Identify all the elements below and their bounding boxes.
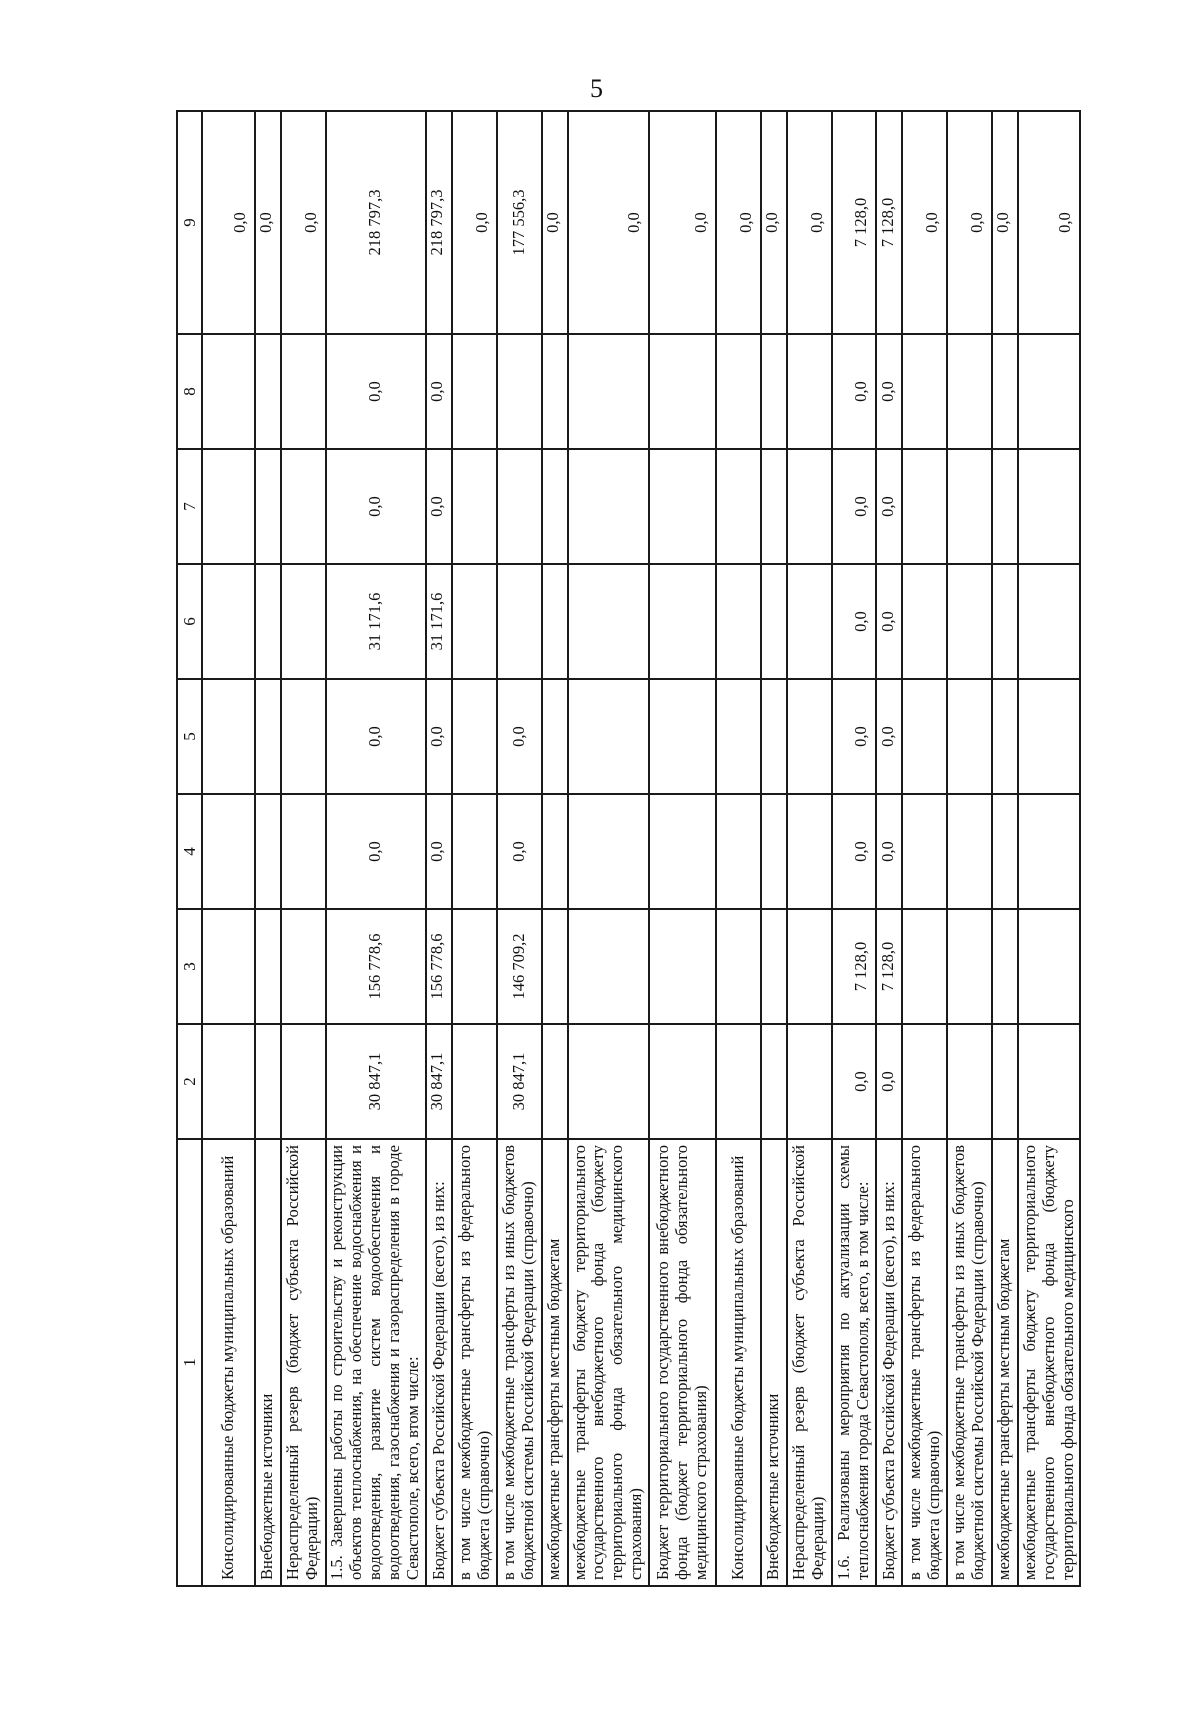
value-cell [947, 334, 992, 449]
value-cell [716, 679, 761, 794]
value-cell [1018, 564, 1080, 679]
row-label: Консолидированные бюджеты муниципальных образований [202, 1139, 255, 1586]
value-cell [568, 564, 649, 679]
value-cell [761, 334, 787, 449]
table-row [649, 111, 716, 1586]
header-row [177, 111, 202, 1586]
value-cell [649, 564, 716, 679]
value-cell [452, 564, 497, 679]
value-cell [542, 334, 568, 449]
table-row [497, 111, 542, 1586]
table-row [761, 111, 787, 1586]
value-cell [902, 794, 947, 909]
table-row [787, 111, 832, 1586]
table-row [1018, 111, 1080, 1586]
value-cell: 0,0 [832, 334, 877, 449]
table-row [568, 111, 649, 1586]
value-cell [452, 449, 497, 564]
row-label: Консолидированные бюджеты муниципальных образований [716, 1139, 761, 1586]
value-cell [497, 449, 542, 564]
value-cell: 0,0 [876, 564, 902, 679]
value-cell [902, 679, 947, 794]
value-cell [542, 909, 568, 1024]
value-cell [761, 909, 787, 1024]
value-cell [542, 449, 568, 564]
row-label: 1.6. Реализованы мероприятия по актуализации схемы теплоснабжения города Севастополя, всего, в том числе: [832, 1139, 877, 1586]
value-cell [255, 909, 281, 1024]
value-cell [716, 449, 761, 564]
row-label: межбюджетные трансферты бюджету территориального государственного внебюджетного фонда (бюджету территориального фонда обязательного медицинского страхования) [568, 1139, 649, 1586]
value-cell: 156 778,6 [426, 909, 452, 1024]
value-cell: 146 709,2 [497, 909, 542, 1024]
value-cell: 0,0 [992, 111, 1018, 334]
value-cell: 0,0 [832, 564, 877, 679]
value-cell [281, 794, 326, 909]
column-header: 9 [177, 111, 202, 334]
table-row [716, 111, 761, 1586]
page-number: 5 [590, 74, 603, 103]
value-cell: 0,0 [832, 449, 877, 564]
row-label: межбюджетные трансферты бюджету территориального государственного внебюджетного фонда (бюджету территориального фонда обязательного медицинского [1018, 1139, 1080, 1586]
value-cell [1018, 449, 1080, 564]
value-cell: 0,0 [832, 1024, 877, 1139]
value-cell [542, 794, 568, 909]
value-cell: 0,0 [902, 111, 947, 334]
value-cell: 0,0 [497, 679, 542, 794]
value-cell [542, 564, 568, 679]
row-label: межбюджетные трансферты местным бюджетам [992, 1139, 1018, 1586]
row-label: Бюджет субъекта Российской Федерации (всего), из них: [426, 1139, 452, 1586]
value-cell [542, 679, 568, 794]
value-cell: 0,0 [542, 111, 568, 334]
value-cell: 7 128,0 [832, 111, 877, 334]
value-cell [761, 449, 787, 564]
value-cell [716, 564, 761, 679]
value-cell: 156 778,6 [326, 909, 426, 1024]
column-header: 4 [177, 794, 202, 909]
value-cell [902, 1024, 947, 1139]
row-label: Нераспределенный резерв (бюджет субъекта Российской Федерации) [787, 1139, 832, 1586]
value-cell: 30 847,1 [326, 1024, 426, 1139]
value-cell: 0,0 [832, 794, 877, 909]
row-label: Внебюджетные источники [761, 1139, 787, 1586]
value-cell: 0,0 [876, 449, 902, 564]
row-label: Нераспределенный резерв (бюджет субъекта Российской Федерации) [281, 1139, 326, 1586]
value-cell [992, 679, 1018, 794]
value-cell: 31 171,6 [426, 564, 452, 679]
value-cell [281, 1024, 326, 1139]
column-header: 2 [177, 1024, 202, 1139]
value-cell [716, 334, 761, 449]
table-row [202, 111, 255, 1586]
value-cell [992, 1024, 1018, 1139]
value-cell [255, 1024, 281, 1139]
value-cell [761, 679, 787, 794]
value-cell [1018, 794, 1080, 909]
budget-table-rotated [176, 112, 1081, 1587]
value-cell [992, 449, 1018, 564]
table-row [426, 111, 452, 1586]
value-cell [947, 909, 992, 1024]
value-cell [992, 334, 1018, 449]
value-cell: 0,0 [326, 334, 426, 449]
value-cell [281, 679, 326, 794]
value-cell: 0,0 [761, 111, 787, 334]
value-cell: 0,0 [452, 111, 497, 334]
value-cell [787, 794, 832, 909]
table-row [542, 111, 568, 1586]
value-cell: 0,0 [497, 794, 542, 909]
value-cell [497, 334, 542, 449]
value-cell [452, 794, 497, 909]
value-cell: 0,0 [426, 794, 452, 909]
table-row [255, 111, 281, 1586]
value-cell [649, 679, 716, 794]
value-cell [716, 1024, 761, 1139]
value-cell: 0,0 [255, 111, 281, 334]
value-cell [255, 679, 281, 794]
value-cell: 7 128,0 [876, 909, 902, 1024]
value-cell: 0,0 [876, 794, 902, 909]
value-cell [568, 449, 649, 564]
value-cell [716, 794, 761, 909]
value-cell: 218 797,3 [326, 111, 426, 334]
value-cell [787, 909, 832, 1024]
value-cell [255, 449, 281, 564]
table-row [281, 111, 326, 1586]
table-row [947, 111, 992, 1586]
value-cell: 0,0 [876, 334, 902, 449]
value-cell: 177 556,3 [497, 111, 542, 334]
value-cell [452, 679, 497, 794]
value-cell [902, 909, 947, 1024]
value-cell [542, 1024, 568, 1139]
value-cell [255, 334, 281, 449]
value-cell: 30 847,1 [426, 1024, 452, 1139]
value-cell: 31 171,6 [326, 564, 426, 679]
value-cell [568, 679, 649, 794]
value-cell [787, 1024, 832, 1139]
value-cell: 0,0 [649, 111, 716, 334]
value-cell [202, 334, 255, 449]
value-cell [202, 679, 255, 794]
value-cell [568, 1024, 649, 1139]
table-row [452, 111, 497, 1586]
value-cell [649, 909, 716, 1024]
value-cell [1018, 334, 1080, 449]
value-cell [202, 564, 255, 679]
value-cell [902, 449, 947, 564]
value-cell [452, 909, 497, 1024]
value-cell [281, 449, 326, 564]
row-label: в том числе межбюджетные трансферты из иных бюджетов бюджетной системы Российской Федерации (справочно) [947, 1139, 992, 1586]
row-label: в том числе межбюджетные трансферты из федерального бюджета (справочно) [902, 1139, 947, 1586]
value-cell [649, 1024, 716, 1139]
value-cell [787, 564, 832, 679]
value-cell: 0,0 [426, 334, 452, 449]
value-cell [761, 1024, 787, 1139]
value-cell [947, 679, 992, 794]
value-cell: 0,0 [716, 111, 761, 334]
value-cell: 7 128,0 [876, 111, 902, 334]
value-cell [568, 794, 649, 909]
column-header: 3 [177, 909, 202, 1024]
value-cell [716, 909, 761, 1024]
row-label: 1.5. Завершены работы по строительству и реконструкции объектов теплоснабжения, на обеспечение водоснабжения и водоотведения, развитие систем водообеспечения и водоотведения, газоснабжения и газораспределения в городе Севастополе, всего, втом числе: [326, 1139, 426, 1586]
value-cell: 30 847,1 [497, 1024, 542, 1139]
column-header: 5 [177, 679, 202, 794]
value-cell: 0,0 [1018, 111, 1080, 334]
value-cell [787, 679, 832, 794]
value-cell: 0,0 [326, 449, 426, 564]
value-cell [202, 794, 255, 909]
row-label: в том числе межбюджетные трансферты из федерального бюджета (справочно) [452, 1139, 497, 1586]
table-row [902, 111, 947, 1586]
value-cell [787, 334, 832, 449]
value-cell [992, 794, 1018, 909]
value-cell: 0,0 [947, 111, 992, 334]
value-cell [947, 1024, 992, 1139]
value-cell [992, 564, 1018, 679]
row-label: Внебюджетные источники [255, 1139, 281, 1586]
value-cell [761, 564, 787, 679]
value-cell [649, 334, 716, 449]
value-cell: 0,0 [787, 111, 832, 334]
value-cell [452, 334, 497, 449]
value-cell [1018, 679, 1080, 794]
value-cell [281, 909, 326, 1024]
column-header: 8 [177, 334, 202, 449]
value-cell [202, 449, 255, 564]
row-label: межбюджетные трансферты местным бюджетам [542, 1139, 568, 1586]
value-cell: 7 128,0 [832, 909, 877, 1024]
row-label: в том числе межбюджетные трансферты из иных бюджетов бюджетной системы Российской Федерации (справочно) [497, 1139, 542, 1586]
value-cell [787, 449, 832, 564]
value-cell [452, 1024, 497, 1139]
column-header: 7 [177, 449, 202, 564]
value-cell: 0,0 [568, 111, 649, 334]
column-header: 6 [177, 564, 202, 679]
value-cell [1018, 1024, 1080, 1139]
value-cell [649, 794, 716, 909]
value-cell [202, 1024, 255, 1139]
value-cell: 0,0 [202, 111, 255, 334]
value-cell: 0,0 [832, 679, 877, 794]
value-cell: 0,0 [426, 679, 452, 794]
table-row [992, 111, 1018, 1586]
value-cell [568, 909, 649, 1024]
value-cell [281, 564, 326, 679]
value-cell: 0,0 [281, 111, 326, 334]
value-cell [902, 564, 947, 679]
value-cell [992, 909, 1018, 1024]
value-cell: 0,0 [876, 679, 902, 794]
budget-table [176, 110, 1081, 1587]
row-label: Бюджет территориального государственного внебюджетного фонда (бюджет территориального фонда обязательного медицинского страхования) [649, 1139, 716, 1586]
value-cell: 0,0 [326, 679, 426, 794]
value-cell [761, 794, 787, 909]
value-cell [902, 334, 947, 449]
value-cell: 0,0 [876, 1024, 902, 1139]
value-cell [947, 564, 992, 679]
value-cell [1018, 909, 1080, 1024]
table-row [326, 111, 426, 1586]
value-cell [281, 334, 326, 449]
value-cell [255, 794, 281, 909]
value-cell [202, 909, 255, 1024]
table-row [876, 111, 902, 1586]
value-cell: 0,0 [326, 794, 426, 909]
value-cell [649, 449, 716, 564]
value-cell [255, 564, 281, 679]
table-row [832, 111, 877, 1586]
value-cell [947, 794, 992, 909]
value-cell: 0,0 [426, 449, 452, 564]
value-cell [947, 449, 992, 564]
column-header: 1 [177, 1139, 202, 1586]
value-cell [497, 564, 542, 679]
value-cell [568, 334, 649, 449]
row-label: Бюджет субъекта Российской Федерации (всего), из них: [876, 1139, 902, 1586]
value-cell: 218 797,3 [426, 111, 452, 334]
